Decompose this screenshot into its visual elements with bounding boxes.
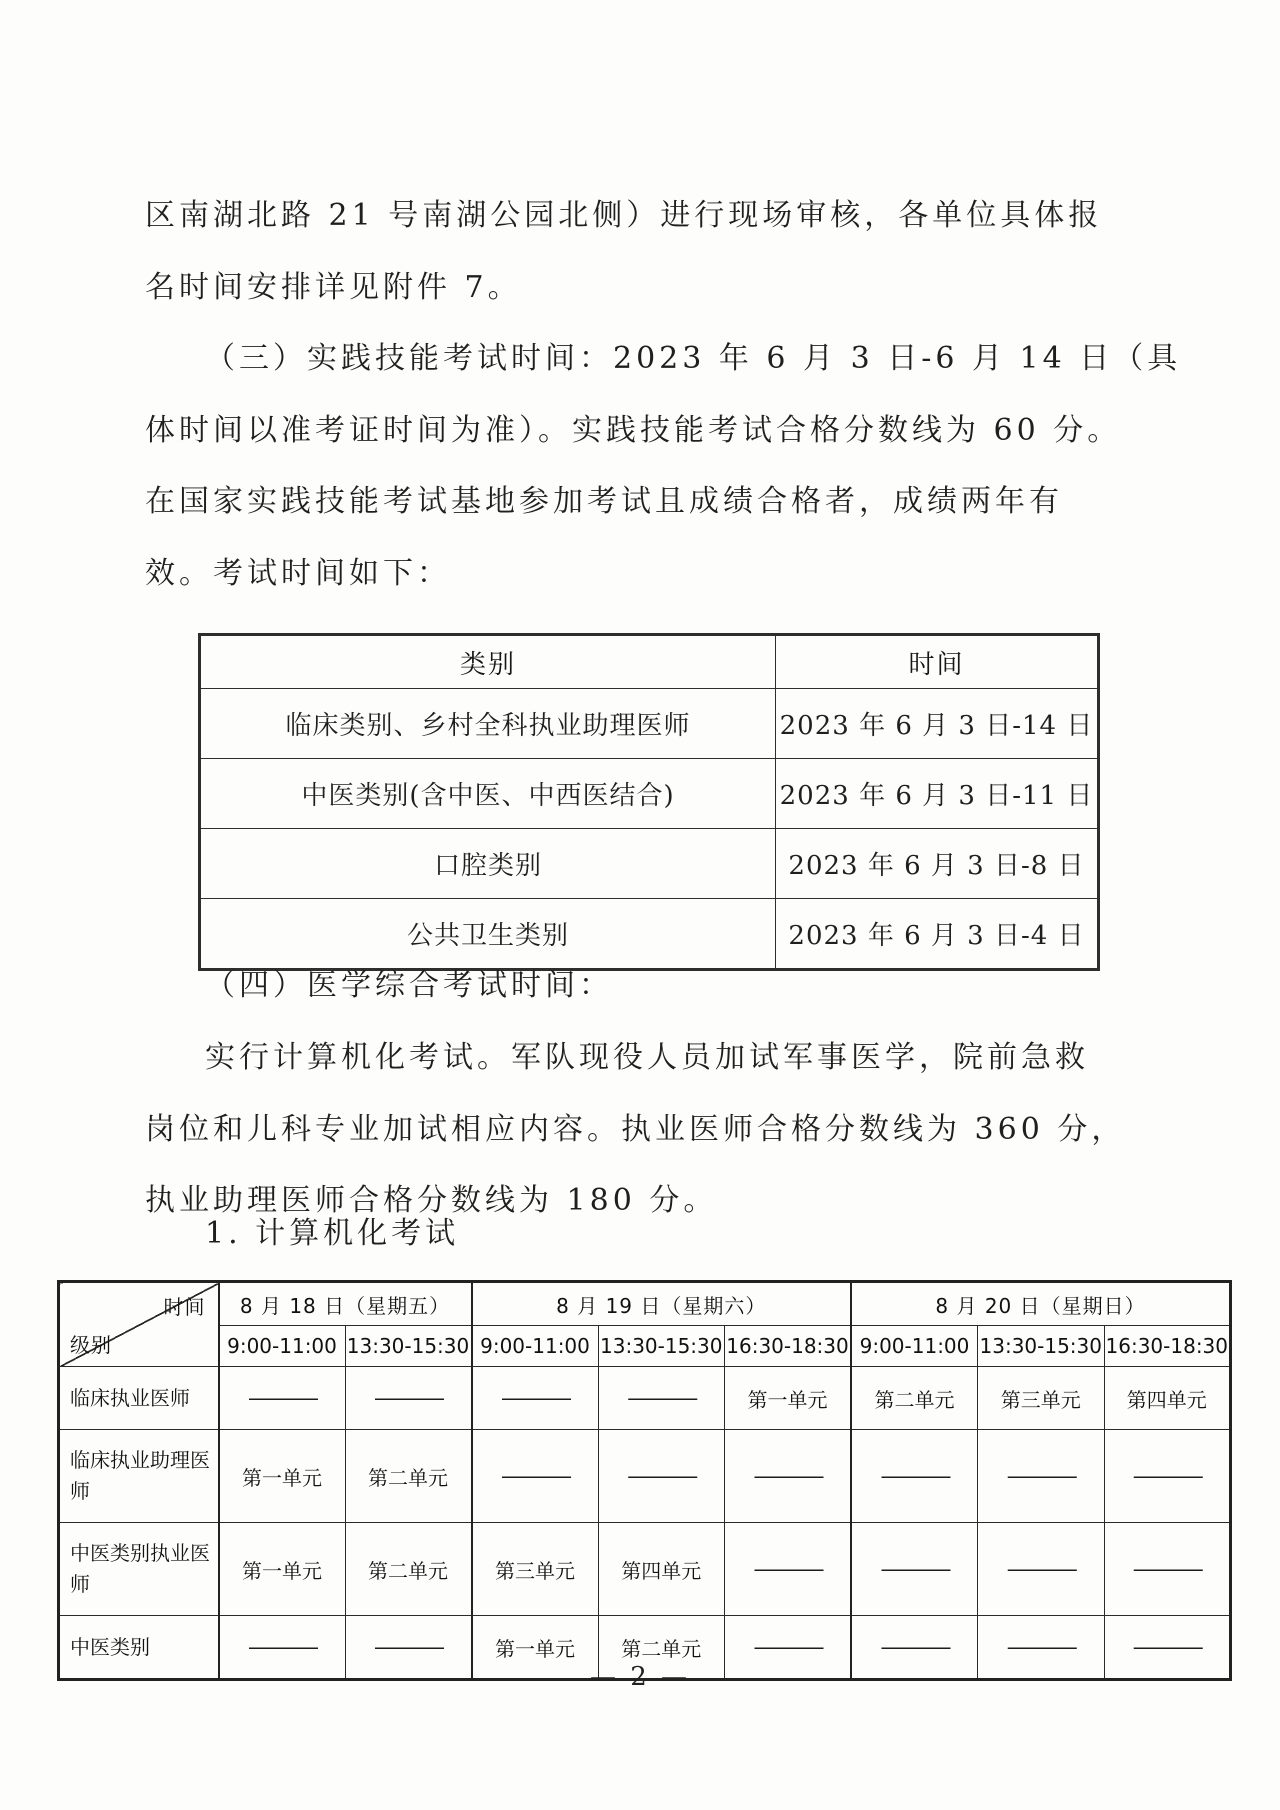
schedule-cell: 第二单元 [851, 1367, 978, 1430]
list-item-1-wrap [145, 1198, 1130, 1270]
date-group-aug19: 8 月 19 日（星期六） [472, 1282, 852, 1326]
computerized-exam-schedule-table [57, 1280, 1232, 1681]
row-label: 中医类别执业医师 [59, 1523, 219, 1616]
schedule-cell: ———— [851, 1523, 978, 1616]
footer-page-number: — 2 — [589, 1662, 691, 1692]
t1-header-category: 类别 [200, 635, 776, 689]
schedule-cell: 第四单元 [1104, 1367, 1231, 1430]
section-heading-4: （四）医学综合考试时间： [205, 968, 613, 1003]
t1-category-cell: 临床类别、乡村全科执业助理医师 [200, 689, 776, 759]
body-line: 效。考试时间如下： [145, 555, 451, 591]
schedule-cell: ———— [1104, 1523, 1231, 1616]
corner-label-time: 时间 [163, 1295, 206, 1319]
session-time: 9:00-11:00 [472, 1326, 599, 1367]
schedule-cell: ———— [598, 1430, 725, 1523]
section-heading-3: （三）实践技能考试时间：2023 年 6 月 3 日-6 月 14 日（具 [205, 341, 1182, 376]
t1-category-cell: 公共卫生类别 [200, 899, 776, 970]
section-heading-4-wrap [145, 950, 1130, 1022]
session-time: 16:30-18:30 [1104, 1326, 1231, 1367]
schedule-cell: ———— [598, 1367, 725, 1430]
schedule-cell: 第三单元 [472, 1523, 599, 1616]
table-row [200, 759, 1099, 829]
table-header-row [200, 635, 1099, 689]
t1-time-cell: 2023 年 6 月 3 日-14 日 [776, 689, 1099, 759]
body-line: 实行计算机化考试。军队现役人员加试军事医学，院前急救 [205, 1040, 1089, 1075]
corner-label-level: 级别 [70, 1333, 112, 1357]
schedule-cell: ———— [978, 1523, 1105, 1616]
body-line: 执业助理医师合格分数线为 180 分。 [145, 1183, 718, 1218]
body-line: 区南湖北路 21 号南湖公园北侧）进行现场审核，各单位具体报 [145, 198, 1103, 233]
body-line: 名时间安排详见附件 7。 [145, 269, 522, 305]
t1-category-cell: 口腔类别 [200, 829, 776, 899]
schedule-cell: 第一单元 [725, 1367, 852, 1430]
schedule-cell: ———— [345, 1367, 472, 1430]
session-time: 16:30-18:30 [725, 1326, 852, 1367]
schedule-cell: ———— [219, 1367, 346, 1430]
schedule-cell: ———— [851, 1616, 978, 1680]
schedule-cell: 第一单元 [219, 1523, 346, 1616]
schedule-cell: ———— [725, 1430, 852, 1523]
body-paragraphs-top [145, 180, 1182, 609]
schedule-row-clinical-assistant [59, 1430, 1231, 1523]
row-label: 中医类别 [59, 1616, 219, 1680]
schedule-row-tcm-physician [59, 1523, 1231, 1616]
row-label: 临床执业助理医师 [59, 1430, 219, 1523]
date-group-aug20: 8 月 20 日（星期日） [851, 1282, 1231, 1326]
schedule-cell: 第三单元 [978, 1367, 1105, 1430]
session-time: 13:30-15:30 [598, 1326, 725, 1367]
t1-category-cell: 中医类别(含中医、中西医结合) [200, 759, 776, 829]
schedule-cell: ———— [1104, 1616, 1231, 1680]
t1-time-cell: 2023 年 6 月 3 日-11 日 [776, 759, 1099, 829]
schedule-cell: ———— [219, 1616, 346, 1680]
body-line: 在国家实践技能考试基地参加考试且成绩合格者，成绩两年有 [145, 484, 1063, 519]
date-group-aug18: 8 月 18 日（星期五） [219, 1282, 472, 1326]
schedule-row-clinical-physician [59, 1367, 1231, 1430]
t1-time-cell: 2023 年 6 月 3 日-8 日 [776, 829, 1099, 899]
table-row [200, 689, 1099, 759]
session-time: 9:00-11:00 [851, 1326, 978, 1367]
list-item-computerized-exam: 1. 计算机化考试 [205, 1216, 460, 1251]
body-line: 体时间以准考证时间为准）。实践技能考试合格分数线为 60 分。 [145, 412, 1122, 448]
session-time: 9:00-11:00 [219, 1326, 346, 1367]
schedule-cell: 第二单元 [345, 1430, 472, 1523]
schedule-cell: 第一单元 [472, 1616, 599, 1680]
schedule-cell: ———— [725, 1523, 852, 1616]
schedule-cell: ———— [851, 1430, 978, 1523]
schedule-cell: ———— [725, 1616, 852, 1680]
t1-time-cell: 2023 年 6 月 3 日-4 日 [776, 899, 1099, 970]
schedule-cell: ———— [472, 1430, 599, 1523]
schedule-cell: ———— [978, 1430, 1105, 1523]
corner-header-cell [59, 1282, 219, 1367]
schedule-cell: ———— [1104, 1430, 1231, 1523]
table-row [200, 829, 1099, 899]
row-label: 临床执业医师 [59, 1367, 219, 1430]
body-line: 岗位和儿科专业加试相应内容。执业医师合格分数线为 360 分， [145, 1111, 1126, 1147]
practical-skills-exam-table [198, 633, 1100, 971]
schedule-header-dates-row [59, 1282, 1231, 1326]
session-time: 13:30-15:30 [345, 1326, 472, 1367]
schedule-cell: 第四单元 [598, 1523, 725, 1616]
schedule-cell: ———— [345, 1616, 472, 1680]
schedule-cell: 第二单元 [345, 1523, 472, 1616]
schedule-cell: ———— [978, 1616, 1105, 1680]
schedule-cell: 第一单元 [219, 1430, 346, 1523]
schedule-header-times-row [59, 1326, 1231, 1367]
schedule-cell: 第二单元 [598, 1616, 725, 1680]
t1-header-time: 时间 [776, 635, 1099, 689]
session-time: 13:30-15:30 [978, 1326, 1105, 1367]
schedule-cell: ———— [472, 1367, 599, 1430]
